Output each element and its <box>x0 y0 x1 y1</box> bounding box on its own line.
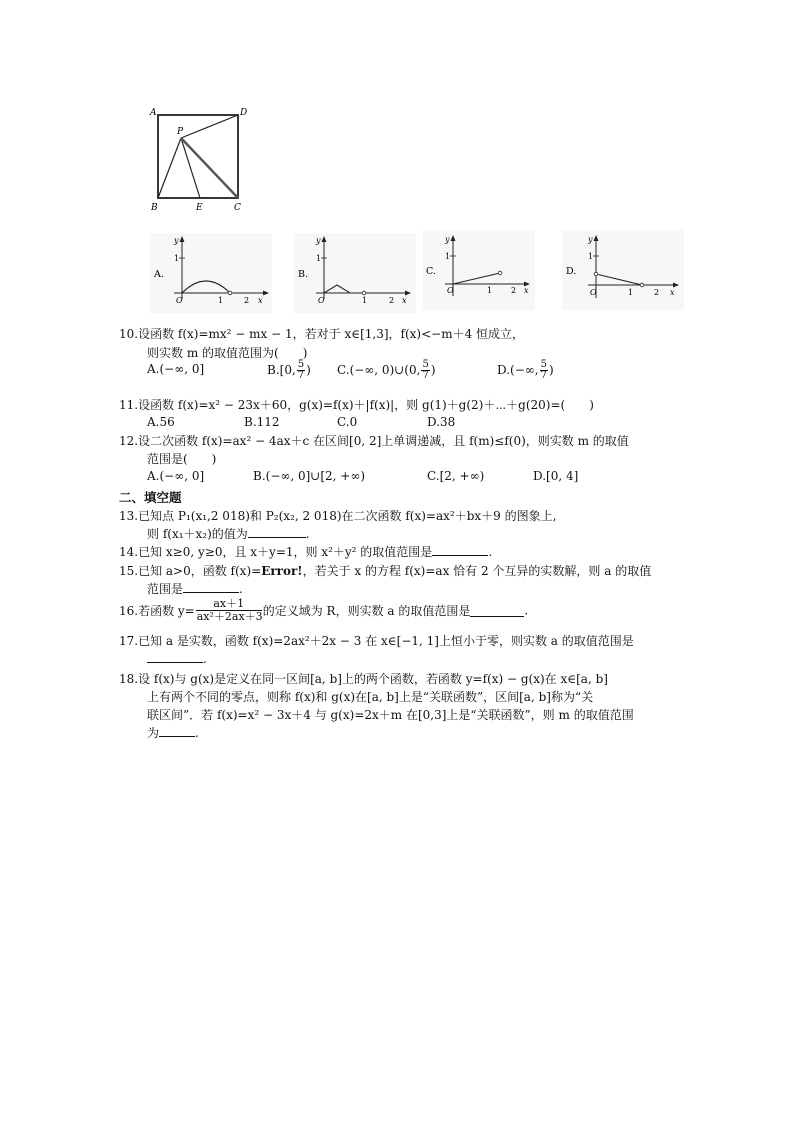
vertex-label-a: A <box>150 108 157 118</box>
graph-option-a-tick-x1: 1 <box>218 296 224 305</box>
graph-option-b-y-axis-label: y <box>316 236 321 245</box>
graph-option-a-tick-y1: 1 <box>174 254 180 263</box>
q10-options <box>147 362 204 376</box>
q10-line1: 10.设函数 f(x)=mx² − mx − 1，若对于 x∈[1,3]，f(x)<−m＋4 恒成立， <box>119 327 525 341</box>
q13-line2: 则 f(x₁＋x₂)的值为 . <box>147 527 310 541</box>
vertex-label-b: B <box>151 203 158 213</box>
graph-option-c-tick-y1: 1 <box>445 252 451 261</box>
q16-answer-blank[interactable] <box>470 605 524 617</box>
q18-answer-blank[interactable] <box>159 725 195 737</box>
q10-option-a: A.(−∞, 0] <box>147 362 205 376</box>
graph-option-a <box>150 233 272 313</box>
q14-line: 14.已知 x≥0, y≥0，且 x＋y=1，则 x²＋y² 的取值范围是 . <box>119 545 493 559</box>
vertex-label-d: D <box>240 108 248 118</box>
vertex-label-c: C <box>234 203 241 213</box>
graph-option-a-tick-x2: 2 <box>244 296 250 305</box>
point-label-p: P <box>177 127 184 137</box>
q10-line2: 则实数 m 的取值范围为( ) <box>147 346 308 360</box>
graph-option-d-tick-x2: 2 <box>654 288 660 297</box>
q17-line1: 17.已知 a 是实数，函数 f(x)=2ax²＋2x − 3 在 x∈[−1, 1]上恒小于零，则实数 a 的取值范围是 <box>119 634 634 648</box>
q11-option-b: B.112 <box>244 415 280 429</box>
section-heading-fill-in: 二、填空题 <box>119 490 182 505</box>
graph-option-c-tick-x1: 1 <box>487 286 493 295</box>
graph-option-d-label: D. <box>566 266 577 277</box>
graph-option-b-x-axis-label: x <box>402 296 407 305</box>
q18-line1: 18.设 f(x)与 g(x)是定义在同一区间[a, b]上的两个函数，若函数 y=f(x) − g(x)在 x∈[a, b] <box>119 672 608 686</box>
q12-line2: 范围是( ) <box>147 452 217 466</box>
q15-error-text: Error! <box>261 564 303 578</box>
q15-answer-blank[interactable] <box>183 581 239 593</box>
graph-option-d <box>562 230 684 310</box>
graph-option-c <box>423 230 535 310</box>
q12-option-c: C.[2, +∞) <box>427 469 485 483</box>
graph-option-b-label: B. <box>298 269 309 280</box>
graph-option-d-y-axis-label: y <box>588 235 593 244</box>
q17-answer-blank[interactable] <box>147 651 203 663</box>
graph-option-d-tick-x1: 1 <box>628 288 634 297</box>
square-figure <box>140 100 255 215</box>
q12-option-a: A.(−∞, 0] <box>147 469 205 483</box>
graph-option-c-label: C. <box>426 266 436 277</box>
q17-line2: . <box>147 651 207 666</box>
graph-option-d-origin: O <box>590 288 597 297</box>
q14-answer-blank[interactable] <box>432 544 488 556</box>
q11-option-c: C.0 <box>337 415 358 429</box>
q18-line3: 联区间”．若 f(x)=x² − 3x＋4 与 g(x)=2x＋m 在[0,3]上是“关联函数”，则 m 的取值范围 <box>147 708 634 722</box>
graph-option-c-x-axis-label: x <box>524 286 529 295</box>
graph-option-b-tick-y1: 1 <box>316 254 322 263</box>
q11-option-a: A.56 <box>147 415 175 429</box>
graph-option-a-x-axis-label: x <box>258 296 263 305</box>
graph-option-a-label: A. <box>154 269 164 280</box>
graph-option-c-tick-x2: 2 <box>511 286 517 295</box>
graph-option-d-tick-y1: 1 <box>588 252 594 261</box>
graph-option-a-origin: O <box>176 296 183 305</box>
q16-line: 16.若函数 y= $\frac{ax+1}{\text{ax²＋2ax＋3}}$ 的定义域为 R，则实数 a 的取值范围是 . <box>119 597 529 623</box>
graph-option-b-tick-x2: 2 <box>389 296 395 305</box>
q16-fraction: $\frac{ax+1}{\text{ax²＋2ax＋3}}$ <box>196 597 263 623</box>
q12-option-d: D.[0, 4] <box>533 469 579 483</box>
q15-line1: 15.已知 a>0，函数 f(x)=Error!，若关于 x 的方程 f(x)=ax 恰有 2 个互异的实数解，则 a 的取值 <box>119 564 652 578</box>
q10-option-d: D.(−∞, $\frac{5}{7}$ ) <box>497 359 554 381</box>
graph-option-c-origin: O <box>447 286 454 295</box>
graph-option-b <box>294 233 416 313</box>
graph-option-b-tick-x1: 1 <box>362 296 368 305</box>
q12-line1: 12.设二次函数 f(x)=ax² − 4ax＋c 在区间[0, 2]上单调递减，且 f(m)≤f(0)，则实数 m 的取值 <box>119 434 629 448</box>
q10-option-c: C.(−∞, 0)∪(0, $\frac{5}{7}$ ) <box>337 359 436 381</box>
graph-option-a-y-axis-label: y <box>174 236 179 245</box>
q18-line4: 为 . <box>147 726 199 740</box>
q13-answer-blank[interactable] <box>248 526 306 538</box>
q18-line2: 上有两个不同的零点，则称 f(x)和 g(x)在[a, b]上是“关联函数”，区间[a, b]称为“关 <box>147 690 594 704</box>
q13-line1: 13.已知点 P₁(x₁,2 018)和 P₂(x₂, 2 018)在二次函数 f(x)=ax²＋bx＋9 的图象上, <box>119 509 557 523</box>
graph-option-c-y-axis-label: y <box>445 235 450 244</box>
q11-line1: 11.设函数 f(x)=x² − 23x＋60，g(x)=f(x)＋|f(x)|，则 g(1)＋g(2)＋⋯＋g(20)=( ) <box>119 398 594 412</box>
q10-option-b: B.[0, $\frac{5}{7}$ ) <box>267 359 311 381</box>
graph-option-b-origin: O <box>318 296 325 305</box>
q11-option-d: D.38 <box>427 415 456 429</box>
q12-option-b: B.(−∞, 0]∪[2, +∞) <box>253 469 366 483</box>
point-label-e: E <box>196 203 203 213</box>
graph-option-d-x-axis-label: x <box>670 288 675 297</box>
q15-line2: 范围是 . <box>147 582 243 596</box>
